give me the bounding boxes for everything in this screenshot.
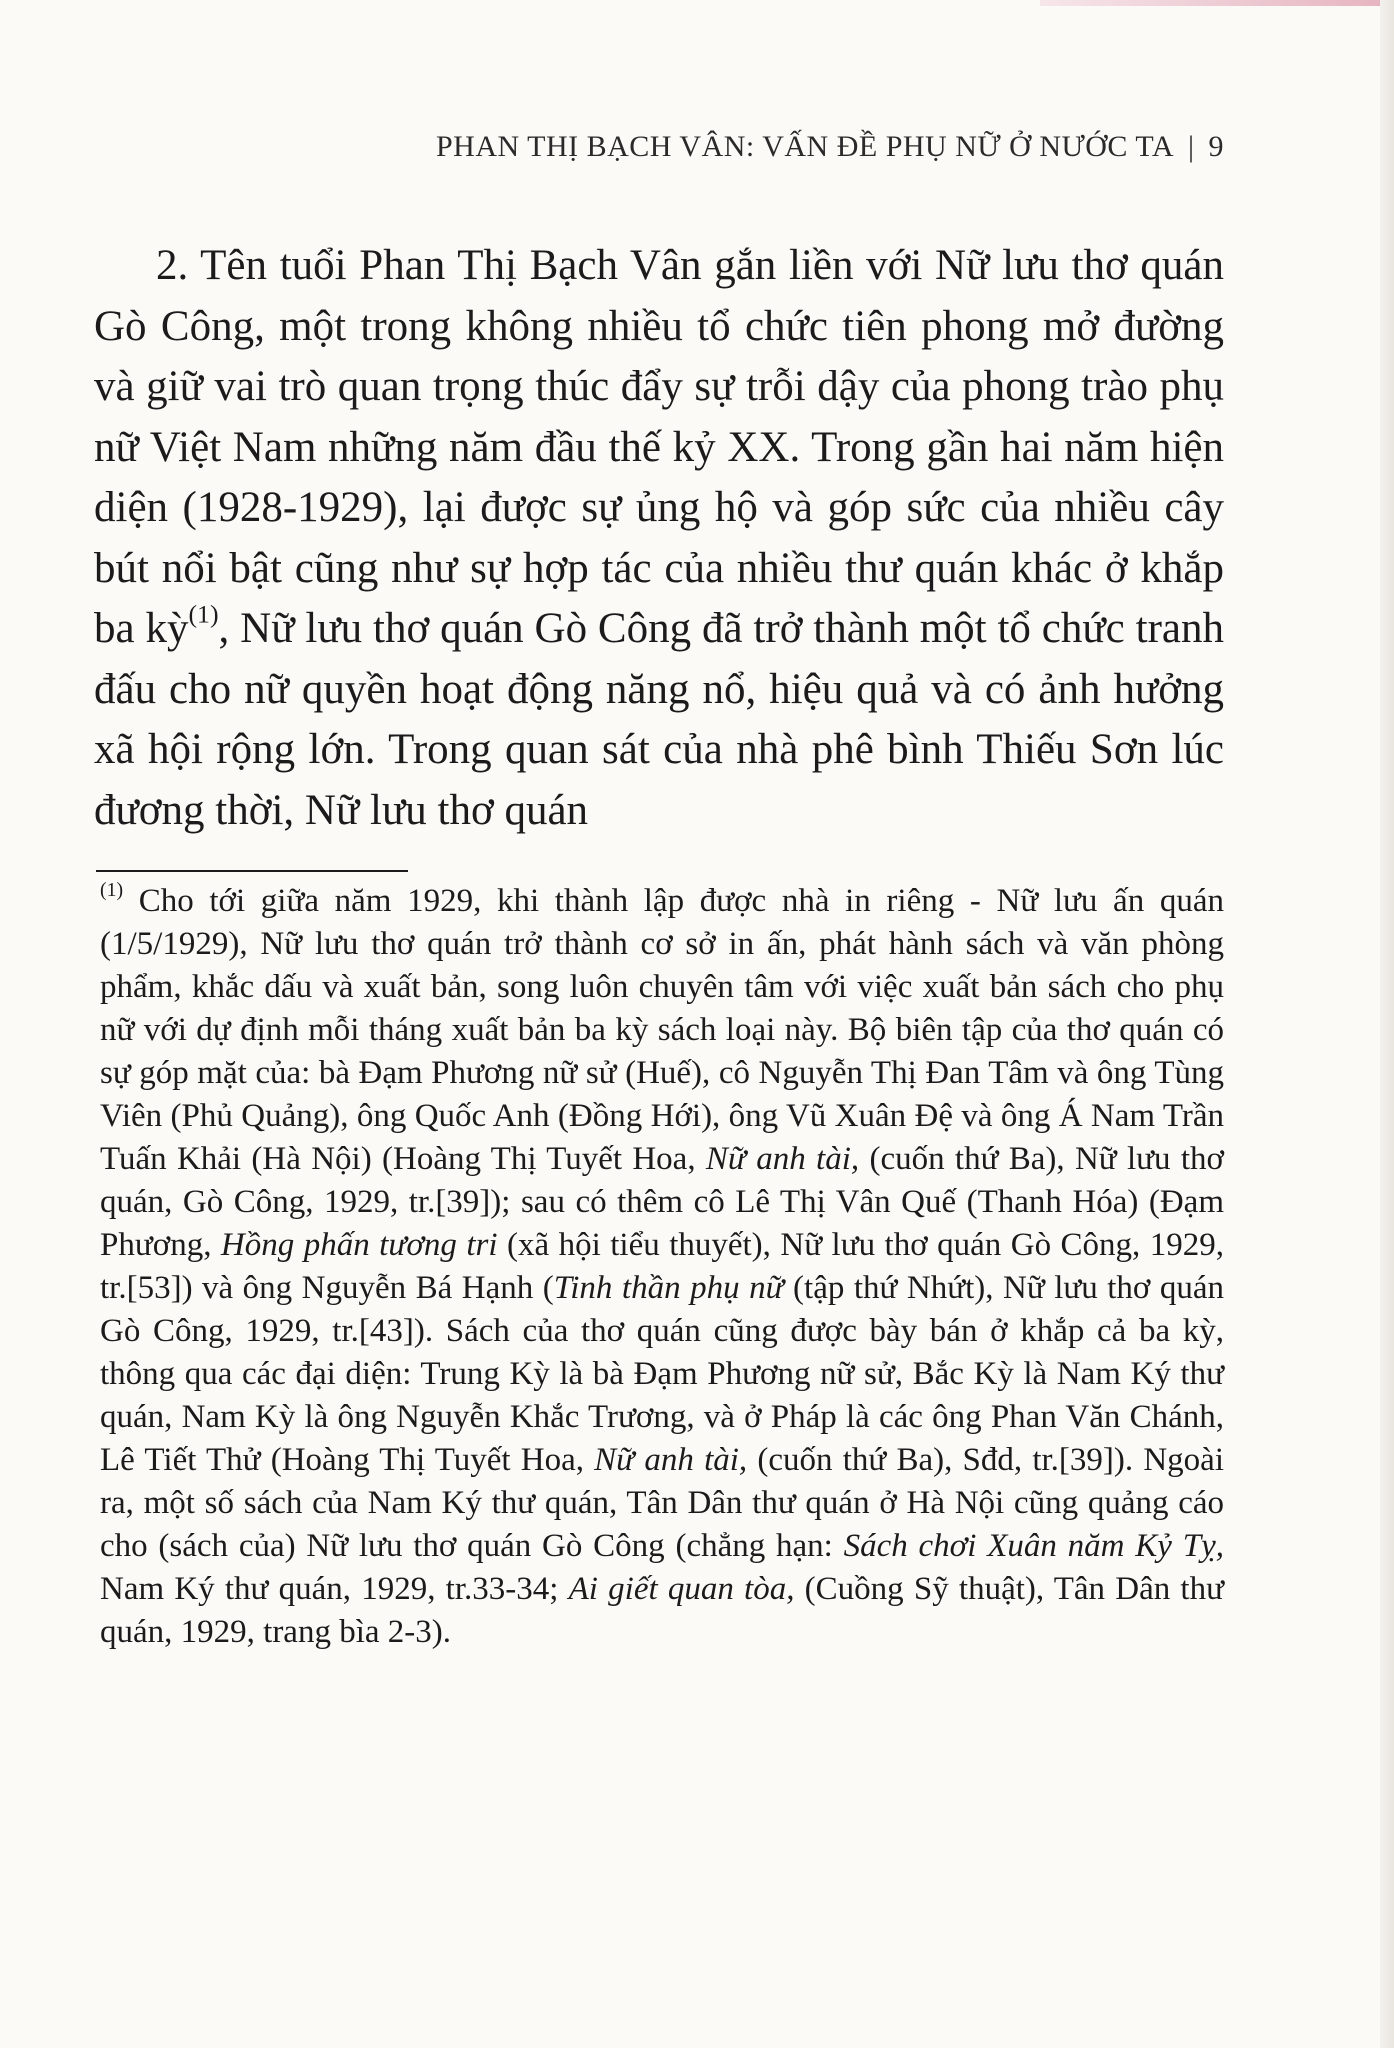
footnote-reference: (1) (188, 599, 219, 629)
running-head-title: PHAN THỊ BẠCH VÂN: VẤN ĐỀ PHỤ NỮ Ở NƯỚC TA (436, 130, 1174, 163)
footnote-text: Nam Ký thư quán, 1929, tr.33-34; (100, 1571, 569, 1607)
page-number: 9 (1208, 130, 1224, 163)
book-title: Hồng phấn tương tri (220, 1227, 498, 1263)
running-head-separator: | (1187, 130, 1195, 163)
book-title: Nữ anh tài, (705, 1141, 860, 1177)
footnote-marker: (1) (100, 879, 124, 902)
book-title: Ai giết quan tòa, (568, 1571, 795, 1607)
main-paragraph (94, 236, 1224, 841)
footnote-rule (96, 870, 408, 872)
footnote-text: Cho tới giữa năm 1929, khi thành lập được nhà in riêng - Nữ lưu ấn quán (1/5/1929), Nữ lưu thơ quán trở thành cơ sở in ấn, phát hành sách và văn phòng phẩm, khắc dấu và xuất bản, song luôn chuyên tâm với việc xuất bản sách cho phụ nữ với dự định mỗi tháng xuất bản ba kỳ sách loại này. Bộ biên tập của thơ quán có sự góp mặt của: bà Đạm Phương nữ sử (Huế), cô Nguyễn Thị Đan Tâm và ông Tùng Viên (Phủ Quảng), ông Quốc Anh (Đồng Hới), ông Vũ Xuân Đệ và ông Á Nam Trần Tuấn Khải (Hà Nội) (Hoàng Thị Tuyết Hoa, (100, 883, 1224, 1177)
page-edge-strip (1040, 0, 1394, 6)
book-title: Nữ anh tài, (594, 1442, 748, 1478)
footnote-text: (tập thứ Nhứt), Nữ lưu thơ quán Gò Công, 1929, tr.[43]). Sách của thơ quán cũng được bày bán ở khắp cả ba kỳ, thông qua các đại diện: Trung Kỳ là bà Đạm Phương nữ sử, Bắc Kỳ là Nam Ký thư quán, Nam Kỳ là ông Nguyễn Khắc Trương, và ở Pháp là các ông Phan Văn Chánh, Lê Tiết Thử (Hoàng Thị Tuyết Hoa, (100, 1270, 1224, 1478)
footnote-text: (cuốn thứ Ba), Nữ lưu thơ quán, Gò Công, 1929, tr.[39]); sau có thêm cô Lê Thị Vân Quế (Thanh Hóa) (Đạm Phương, (100, 1141, 1224, 1263)
main-paragraph-part1: 2. Tên tuổi Phan Thị Bạch Vân gắn liền với Nữ lưu thơ quán Gò Công, một trong không nhiều tổ chức tiên phong mở đường và giữ vai trò quan trọng thúc đẩy sự trỗi dậy của phong trào phụ nữ Việt Nam những năm đầu thế kỷ XX. Trong gần hai năm hiện diện (1928-1929), lại được sự ủng hộ và góp sức của nhiều cây bút nổi bật cũng như sự hợp tác của nhiều thư quán khác ở khắp ba kỳ (94, 242, 1224, 652)
footnote-text: (Cuồng Sỹ thuật), Tân Dân thư quán, 1929, trang bìa 2-3). (100, 1571, 1224, 1650)
footnote (100, 880, 1224, 1654)
book-title: Tinh thần phụ nữ (553, 1270, 784, 1306)
main-paragraph-part2: , Nữ lưu thơ quán Gò Công đã trở thành một tổ chức tranh đấu cho nữ quyền hoạt động năng nổ, hiệu quả và có ảnh hưởng xã hội rộng lớn. Trong quan sát của nhà phê bình Thiếu Sơn lúc đương thời, Nữ lưu thơ quán (94, 605, 1224, 834)
footnote-text: (cuốn thứ Ba), Sđd, tr.[39]). Ngoài ra, một số sách của Nam Ký thư quán, Tân Dân thư quán ở Hà Nội cũng quảng cáo cho (sách của) Nữ lưu thơ quán Gò Công (chẳng hạn: (100, 1442, 1224, 1564)
book-title: Sách chơi Xuân năm Kỷ Tỵ, (843, 1528, 1224, 1564)
page-edge-shadow (1380, 0, 1394, 2048)
footnote-text: (xã hội tiểu thuyết), Nữ lưu thơ quán Gò Công, 1929, tr.[53]) và ông Nguyễn Bá Hạnh ( (100, 1227, 1224, 1306)
running-head (436, 130, 1224, 164)
